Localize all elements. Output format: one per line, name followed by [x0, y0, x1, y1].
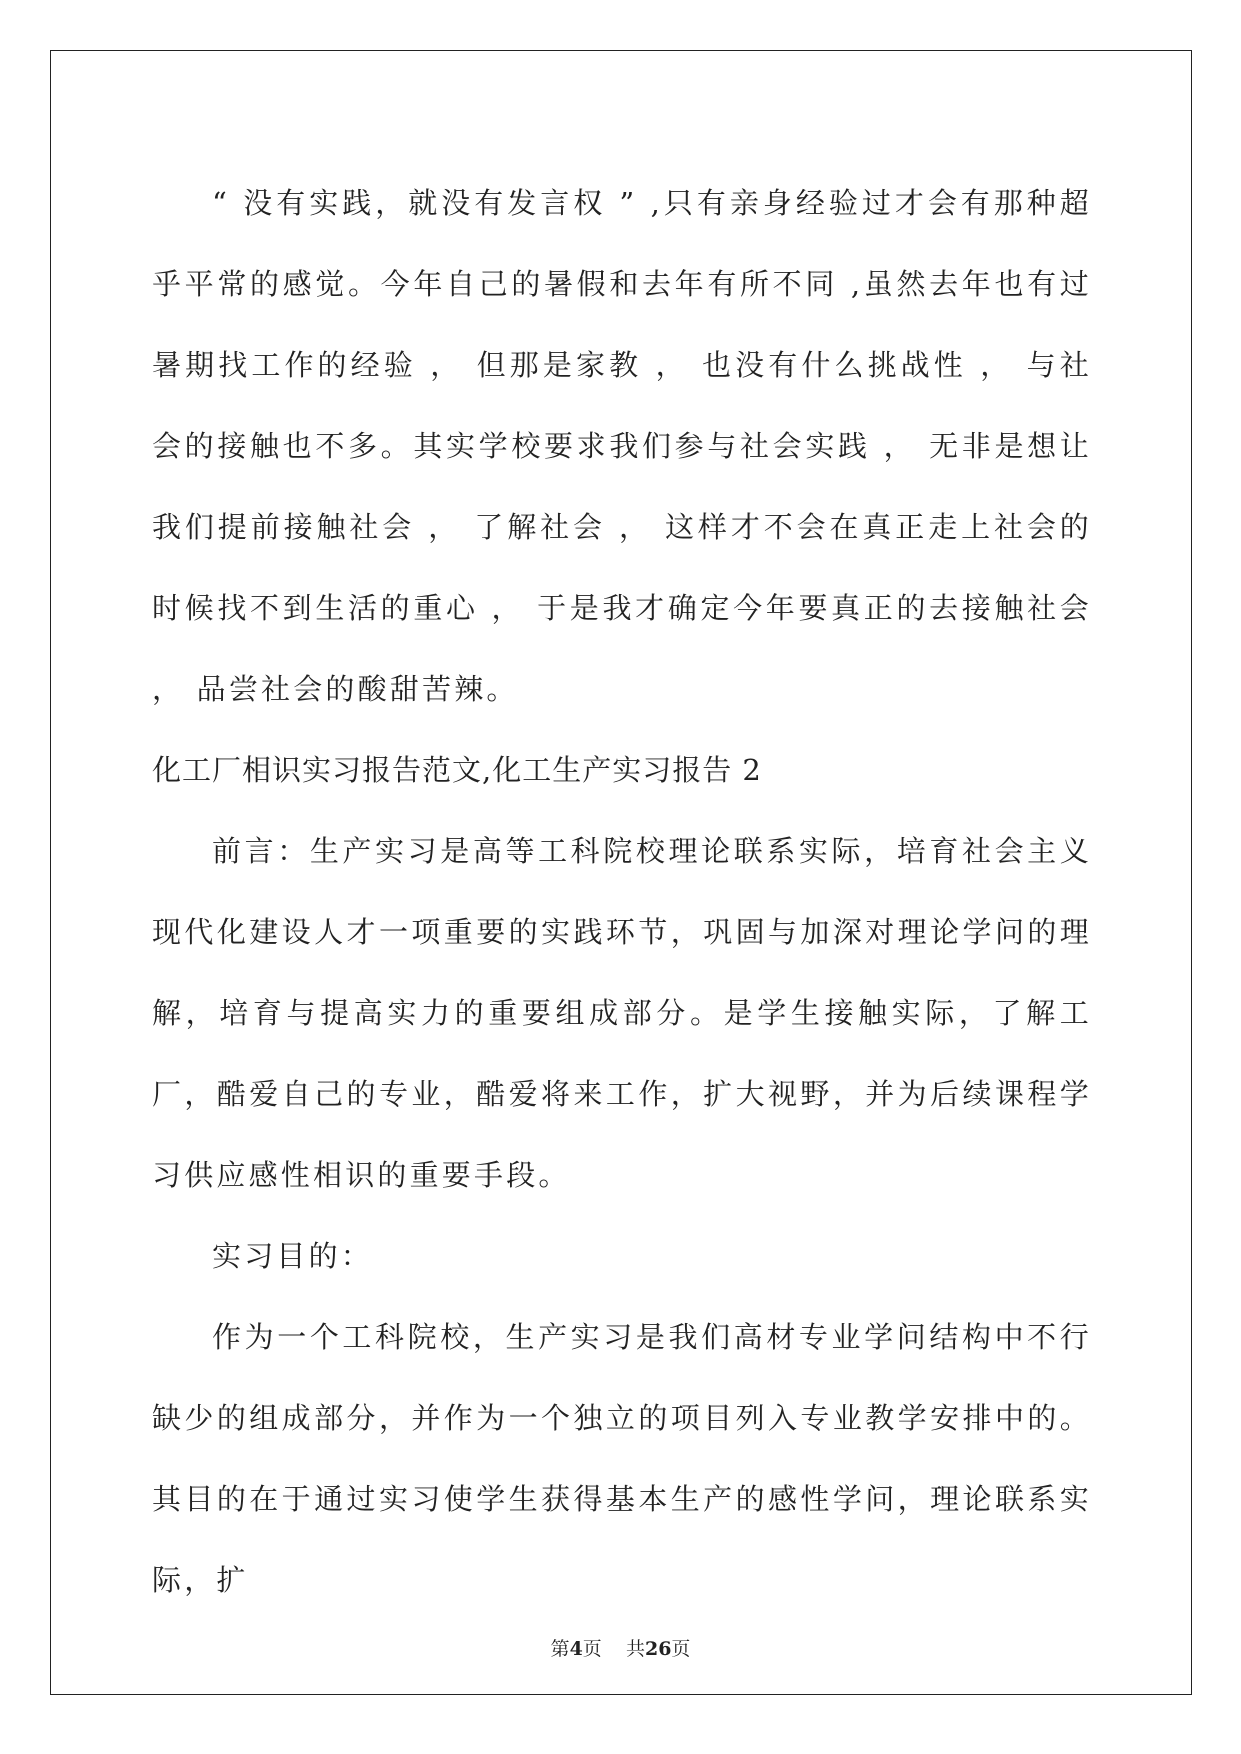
- paragraph-1: “ 没有实践，就没有发言权 ” ,只有亲身经验过才会有那种超乎平常的感觉。今年自己的暑假和去年有所不同 ,虽然去年也有过暑期找工作的经验 ， 但那是家教 ， 也没有什么挑战性 ， 与社会的接触也不多。其实学校要求我们参与社会实践 ， 无非是想让我们提前接触社会 ， 了解社会 ， 这样才不会在真正走上社会的时候找不到生活的重心 ， 于是我才确定今年要真正的去接触社会 ， 品尝社会的酸甜苦辣。: [152, 186, 1092, 706]
- section-heading: 化工厂相识实习报告范文,化工生产实习报告 2: [152, 753, 762, 787]
- footer-prefix: 第: [550, 1638, 570, 1660]
- page-footer: [0, 1634, 1241, 1661]
- footer-page-number: 4: [569, 1638, 583, 1660]
- document-body: [152, 163, 1092, 1621]
- footer-middle: 页 共: [582, 1638, 645, 1660]
- footer-suffix: 页: [671, 1638, 691, 1660]
- paragraph-purpose: 作为一个工科院校，生产实习是我们高材专业学问结构中不行缺少的组成部分，并作为一个独立的项目列入专业教学安排中的。其目的在于通过实习使学生获得基本生产的感性学问，理论联系实际，扩: [152, 1320, 1092, 1597]
- paragraph-purpose-label: 实习目的：: [212, 1239, 374, 1273]
- paragraph-preface: 前言：生产实习是高等工科院校理论联系实际，培育社会主义现代化建设人才一项重要的实践环节，巩固与加深对理论学问的理解，培育与提高实力的重要组成部分。是学生接触实际，了解工厂，酷爱自己的专业，酷爱将来工作，扩大视野，并为后续课程学习供应感性相识的重要手段。: [152, 834, 1092, 1192]
- footer-total-pages: 26: [644, 1638, 672, 1660]
